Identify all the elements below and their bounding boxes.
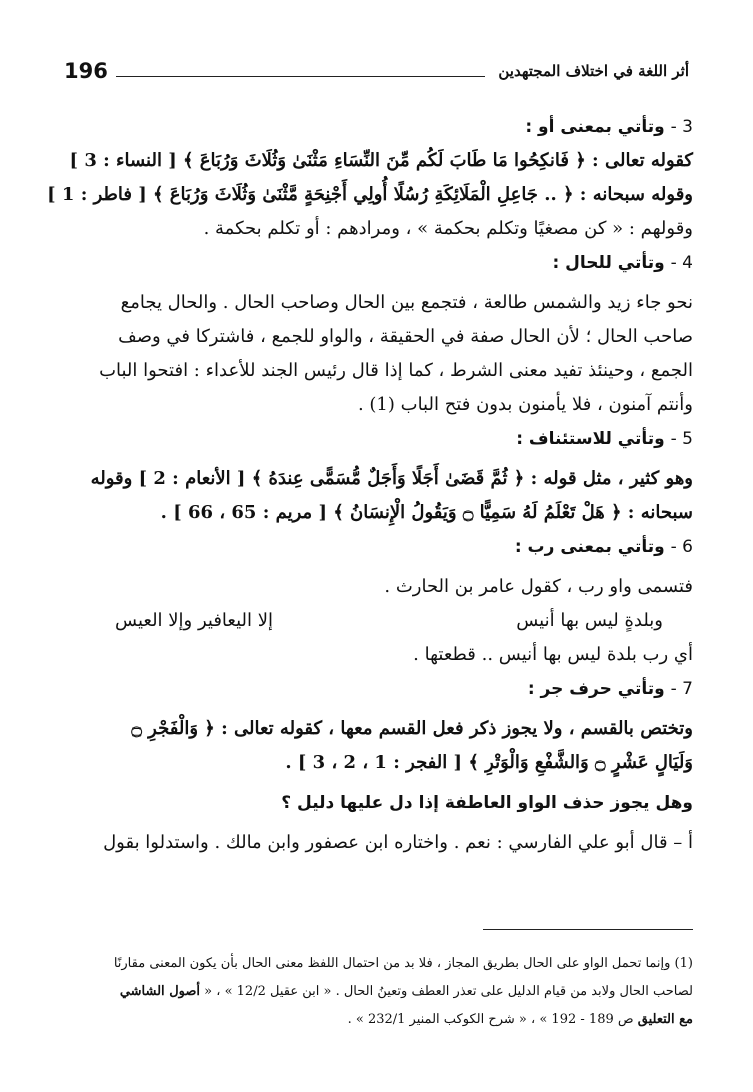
header-rule (116, 76, 485, 77)
footnote-line: (1) وإنما تحمل الواو على الحال بطريق المجاز ، فلا بد من احتمال اللفظ معنى الحال بأن يكون المعنى مقارنًا (113, 956, 693, 971)
section-4-body (60, 286, 693, 422)
footnote-text: ص 189 - 192 » ، « شرح الكوكب المنير 232/1 » . (347, 1012, 634, 1027)
section-heading-4 (60, 246, 693, 280)
section-title: وتأتي للحال : (552, 253, 665, 273)
section-heading-5 (60, 422, 693, 456)
text-line: أ – قال أبو علي الفارسي : نعم . واختاره ابن عصفور وابن مالك . واستدلوا بقول (103, 832, 693, 853)
section-6-body (60, 570, 693, 672)
text-line: سبحانه : ﴿ هَلْ تَعْلَمُ لَهُ سَمِيًّا ۝ وَيَقُولُ الْإِنسَانُ ﴾ [ مريم : 65 ، 66 ] . (160, 502, 693, 523)
text-line: وقوله سبحانه : ﴿ .. جَاعِلِ الْمَلَائِكَةِ رُسُلًا أُولِي أَجْنِحَةٍ مَّثْنَىٰ وَثُلَاثَ وَرُبَاعَ ﴾ [ فاطر : 1 ] (47, 184, 693, 205)
text-line: وقولهم : « كن مصغيًا وتكلم بحكمة » ، ومرادهم : أو تكلم بحكمة . (203, 218, 693, 239)
page-number: 196 (64, 59, 108, 83)
main-content (47, 110, 693, 860)
section-title: وتأتي للاستئناف : (516, 429, 665, 449)
text-line: وأنتم آمنون ، فلا يأمنون بدون فتح الباب (1) . (357, 394, 693, 415)
text-line: وتختص بالقسم ، ولا يجوز ذكر فعل القسم معها ، كقوله تعالى : ﴿ وَالْفَجْرِ ۝ (131, 718, 693, 739)
text-line: صاحب الحال ؛ لأن الحال صفة في الحقيقة ، والواو للجمع ، فاشتركا في وصف (118, 326, 693, 347)
running-header (62, 56, 691, 90)
section-title: وتأتي بمعنى رب : (514, 537, 665, 557)
section-heading-3 (60, 110, 693, 144)
verse-second-hemistich: إلا اليعافير وإلا العيس (115, 610, 273, 631)
text-line: فتسمى واو رب ، كقول عامر بن الحارث . (384, 576, 693, 597)
text-line: نحو جاء زيد والشمس طالعة ، فتجمع بين الحال وصاحب الحال . والحال يجامع (120, 292, 693, 313)
header-title: أثر اللغة في اختلاف المجتهدين (498, 62, 689, 80)
footnote-source: أصول الشاشي (119, 984, 201, 999)
section-title: وتأتي حرف جر : (527, 679, 665, 699)
section-number: 4 - (670, 253, 693, 273)
section-number: 7 - (670, 679, 693, 699)
footnote-source: مع التعليق (637, 1012, 693, 1027)
section-5-body (60, 462, 693, 530)
footnote-line (60, 978, 693, 1006)
section-heading-7 (60, 672, 693, 706)
section-3-body (47, 144, 693, 246)
text-line: وَلَيَالٍ عَشْرٍ ۝ وَالشَّفْعِ وَالْوَتْرِ ﴾ [ الفجر : 1 ، 2 ، 3 ] . (285, 752, 693, 773)
text-line: أي رب بلدة ليس بها أنيس .. قطعتها . (413, 644, 693, 665)
text-line: الجمع ، وحينئذ تفيد معنى الشرط ، كما إذا قال رئيس الجند للأعداء : افتحوا الباب (99, 360, 693, 381)
section-7-body (60, 712, 693, 780)
footnotes (60, 950, 693, 1034)
poem-verse (60, 604, 693, 638)
question-heading: وهل يجوز حذف الواو العاطفة إذا دل عليها دليل ؟ (281, 793, 693, 813)
section-number: 6 - (670, 537, 693, 557)
footnote-text: لصاحب الحال ولابد من قيام الدليل على تعذر العطف وتعينُ الحال . « ابن عقيل 12/2 » ، « (204, 984, 693, 999)
section-number: 5 - (670, 429, 693, 449)
text-line: وهو كثير ، مثل قوله : ﴿ ثُمَّ قَضَىٰ أَجَلًا وَأَجَلٌ مُّسَمًّى عِندَهُ ﴾ [ الأنعام : 2 ] وقوله (90, 468, 693, 489)
footnote-line (60, 1006, 693, 1034)
verse-first-hemistich: وبلدةٍ ليس بها أنيس (516, 610, 663, 631)
section-title: وتأتي بمعنى أو : (525, 117, 665, 137)
section-number: 3 - (670, 117, 693, 137)
text-line: كقوله تعالى : ﴿ فَانكِحُوا مَا طَابَ لَكُم مِّنَ النِّسَاءِ مَثْنَىٰ وَثُلَاثَ وَرُبَاعَ ﴾ [ النساء : 3 ] (69, 150, 693, 171)
footnote-rule (483, 929, 693, 930)
section-heading-6 (60, 530, 693, 564)
question-body (60, 826, 693, 860)
